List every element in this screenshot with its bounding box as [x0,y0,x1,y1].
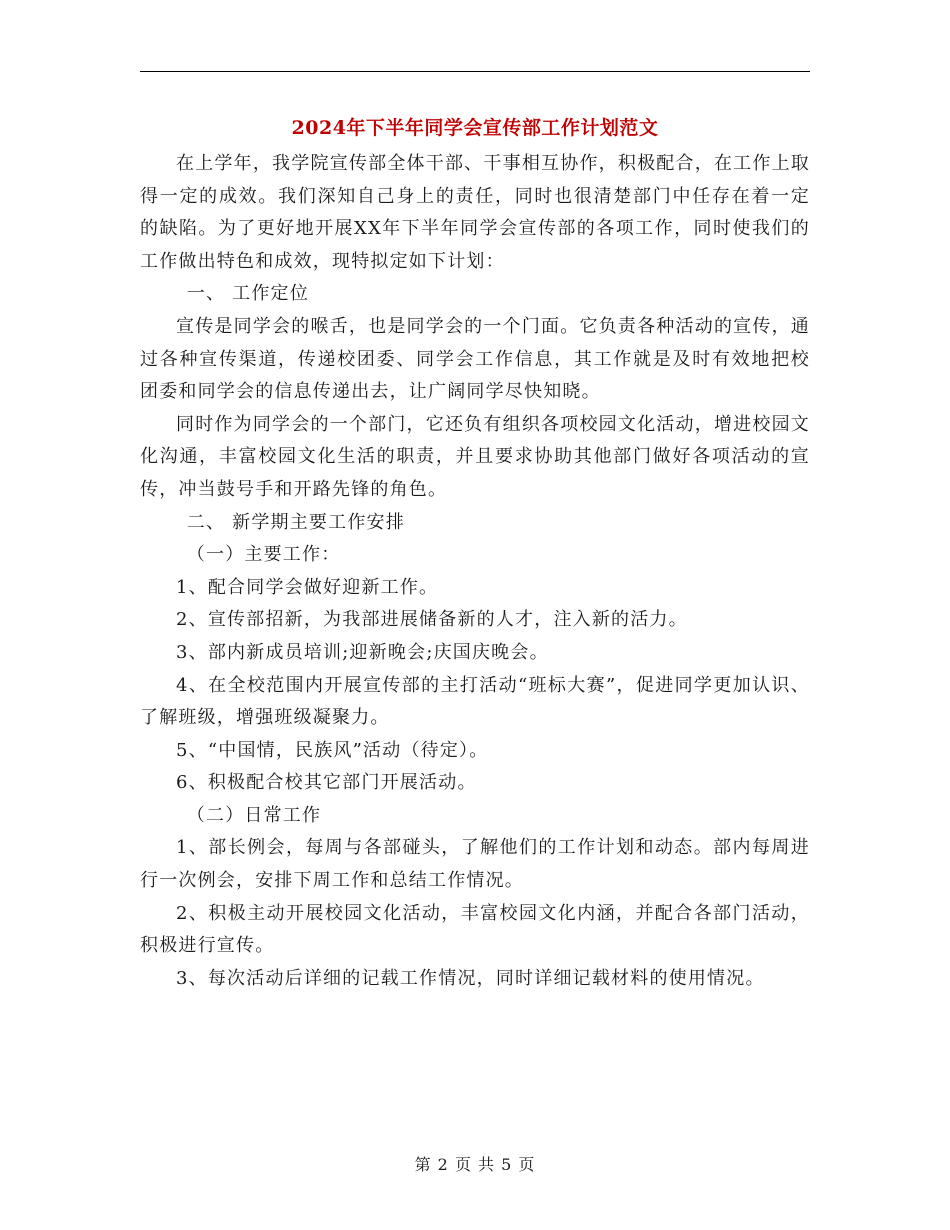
page-number: 第 2 页 共 5 页 [414,1155,536,1174]
list-item: 5、“中国情，民族风”活动（待定）。 [176,739,489,761]
section-heading-arrangement: 二、 新学期主要工作安排 [186,511,405,533]
list-item: 3、每次活动后详细的记载工作情况，同时详细记载材料的使用情况。 [176,967,765,989]
list-item: 2、积极主动开展校园文化活动，丰富校园文化内涵，并配合各部门活动，积极进行宣传。 [140,902,810,957]
list-item: 3、部内新成员培训;迎新晚会;庆国庆晚会。 [176,641,549,663]
subheading-main-work: （一）主要工作： [186,544,341,566]
list-item: 1、配合同学会做好迎新工作。 [176,576,439,598]
list-item: 2、宣传部招新，为我部进展储备新的人才，注入新的活力。 [176,609,688,631]
header-rule [140,71,810,72]
paragraph-intro: 在上学年，我学院宣传部全体干部、干事相互协作，积极配合，在工作上取得一定的成效。我们深知自己身上的责任，同时也很清楚部门中任存在着一定的缺陷。为了更好地开展XX年下半年同学会宣传部的各项工作，同时使我们的工作做出特色和成效，现特拟定如下计划： [140,153,810,272]
section-heading-positioning: 一、 工作定位 [186,283,309,305]
paragraph-positioning-1: 宣传是同学会的喉舌，也是同学会的一个门面。它负责各种活动的宣传，通过各种宣传渠道，传递校团委、同学会工作信息，其工作就是及时有效地把校团委和同学会的信息传递出去，让广阔同学尽快知晓。 [140,315,810,403]
subheading-daily-work: （二）日常工作 [186,804,322,826]
list-item: 4、在全校范围内开展宣传部的主打活动“班标大赛”，促进同学更加认识、了解班级，增强班级凝聚力。 [140,674,810,729]
list-item: 6、积极配合校其它部门开展活动。 [176,772,477,794]
list-item: 1、部长例会，每周与各部碰头，了解他们的工作计划和动态。部内每周进行一次例会，安排下周工作和总结工作情况。 [140,837,810,892]
paragraph-positioning-2: 同时作为同学会的一个部门，它还负有组织各项校园文化活动，增进校园文化沟通，丰富校园文化生活的职责，并且要求协助其他部门做好各项活动的宣传，冲当鼓号手和开路先锋的角色。 [140,413,810,500]
document-title: 2024年下半年同学会宣传部工作计划范文 [291,117,659,139]
document-body [140,108,810,995]
